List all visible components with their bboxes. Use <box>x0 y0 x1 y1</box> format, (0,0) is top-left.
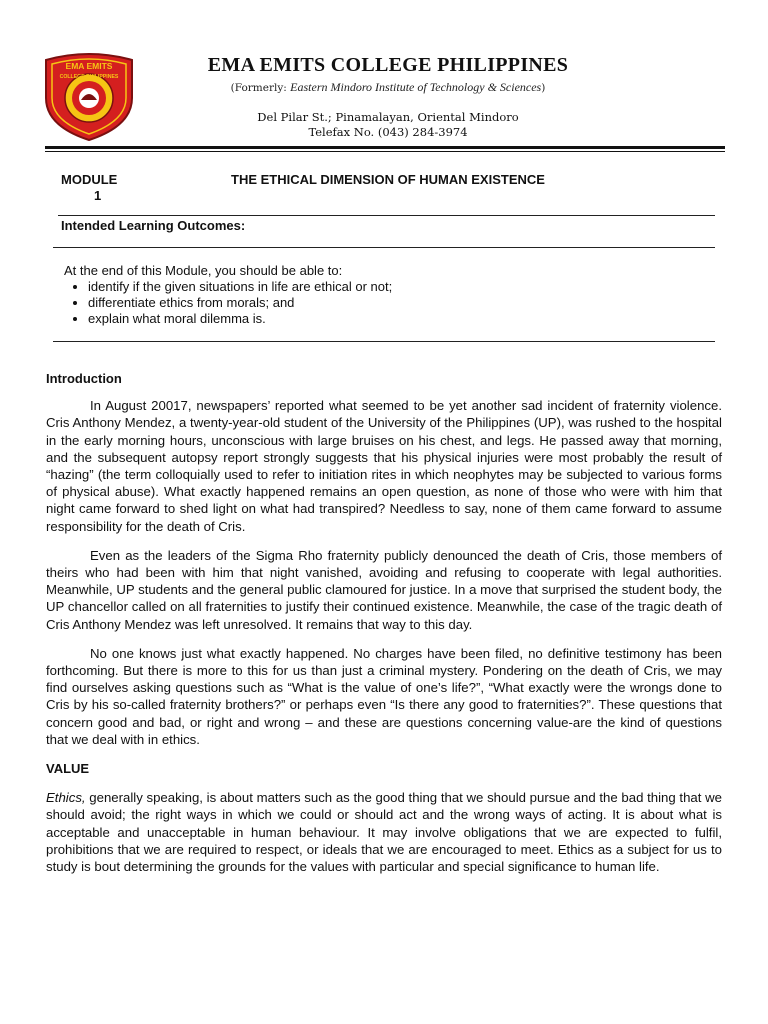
introduction-paragraph: Even as the leaders of the Sigma Rho fraternity publicly denounced the death of Cris, those members of theirs who had been with him that night vanished, avoiding and refusing to cooperate with legal authorities. Meanwhile, UP students and the general public clamoured for justice. In a move that surprised the student body, the UP chancellor called on all fraternities to justify their continued existence. Meanwhile, the case of the tragic death of Cris Anthony Mendez was left unresolved. It remains that way to this day. <box>46 547 722 632</box>
value-heading: VALUE <box>46 761 90 777</box>
introduction-heading: Introduction <box>46 371 122 386</box>
outcome-item: • differentiate ethics from morals; and <box>88 295 392 311</box>
divider-1 <box>58 215 715 216</box>
address-telefax: Telefax No. (043) 284-3974 <box>308 125 468 139</box>
introduction-paragraph: No one knows just what exactly happened. No charges have been filed, no definitive testimony has been forthcoming. But there is more to this for us than just a criminal mystery. Pondering on the death of Cris, we may find ourselves asking questions such as “What is the value of one’s life?”, “What exactly were the wrongs done to Cris by his so-called fraternity brothers?” or perhaps even “Is there any good to fraternities?”. These questions that concern good and bad, or right and wrong – and these are questions concerning value-are the kind of questions that we deal with in ethics. <box>46 645 722 747</box>
address-street: Del Pilar St.; Pinamalayan, Oriental Mindoro <box>257 110 519 124</box>
formerly-line: (Formerly: Eastern Mindoro Institute of Technology & Sciences) <box>230 80 546 94</box>
outcomes-list <box>64 263 392 327</box>
divider-2 <box>53 247 715 248</box>
outcome-item: • identify if the given situations in life are ethical or not; <box>88 279 392 295</box>
introduction-paragraph: In August 20017, newspapers’ reported what seemed to be yet another sad incident of fraternity violence. Cris Anthony Mendez, a twenty-year-old student of the University of the Philippines (UP), was rushed to the hospital in the early morning hours, unconscious with large bruises on his chest, and legs. He passed away that morning, and the subsequent autopsy report strongly suggests that his physical injuries were most probably the result of “hazing” (the term colloquially used to refer to initiation rites in which neophytes may be subjected to various forms of physical abuse). What exactly happened remains an open question, as none of those who were with him that night came forward to shed light on what had transpired? Needless to say, none of them came forward to assume responsibility for the death of Cris. <box>46 398 722 534</box>
outcome-item: • explain what moral dilemma is. <box>88 311 392 327</box>
outcomes-intro: At the end of this Module, you should be able to: <box>64 263 343 278</box>
outcomes-heading: Intended Learning Outcomes: <box>61 218 246 233</box>
former-institute-name: Eastern Mindoro Institute of Technology & Sciences <box>290 80 542 94</box>
header-divider-thick <box>45 146 725 149</box>
college-logo <box>38 50 140 142</box>
introduction-section <box>46 370 722 887</box>
module-title: THE ETHICAL DIMENSION OF HUMAN EXISTENCE <box>231 172 545 187</box>
college-name: EMA EMITS COLLEGE PHILIPPINES <box>207 54 569 76</box>
divider-3 <box>53 341 715 342</box>
ethics-term: Ethics, <box>46 790 86 806</box>
logo-top-text: EMA EMITS <box>65 61 113 71</box>
header-divider-thin <box>45 151 725 152</box>
address <box>150 110 626 140</box>
value-paragraph: Ethics, generally speaking, is about matters such as the good thing that we should pursue and the bad thing that we should avoid; the right ways in which we could or should act and the wrong ways of acting. It is about what is acceptable and unacceptable in human behaviour. It may involve obligations that we are expected to fulfil, prohibitions that we are required to respect, or ideals that we are encouraged to meet. Ethics as a subject for us to study is bout determining the grounds for the values with particular and special significance to human life. <box>46 790 722 875</box>
logo-bottom-text: COLLEGE PHILIPPINES <box>59 74 119 80</box>
module-label: MODULE 1 <box>61 172 141 204</box>
module-number: 1 <box>94 188 102 203</box>
